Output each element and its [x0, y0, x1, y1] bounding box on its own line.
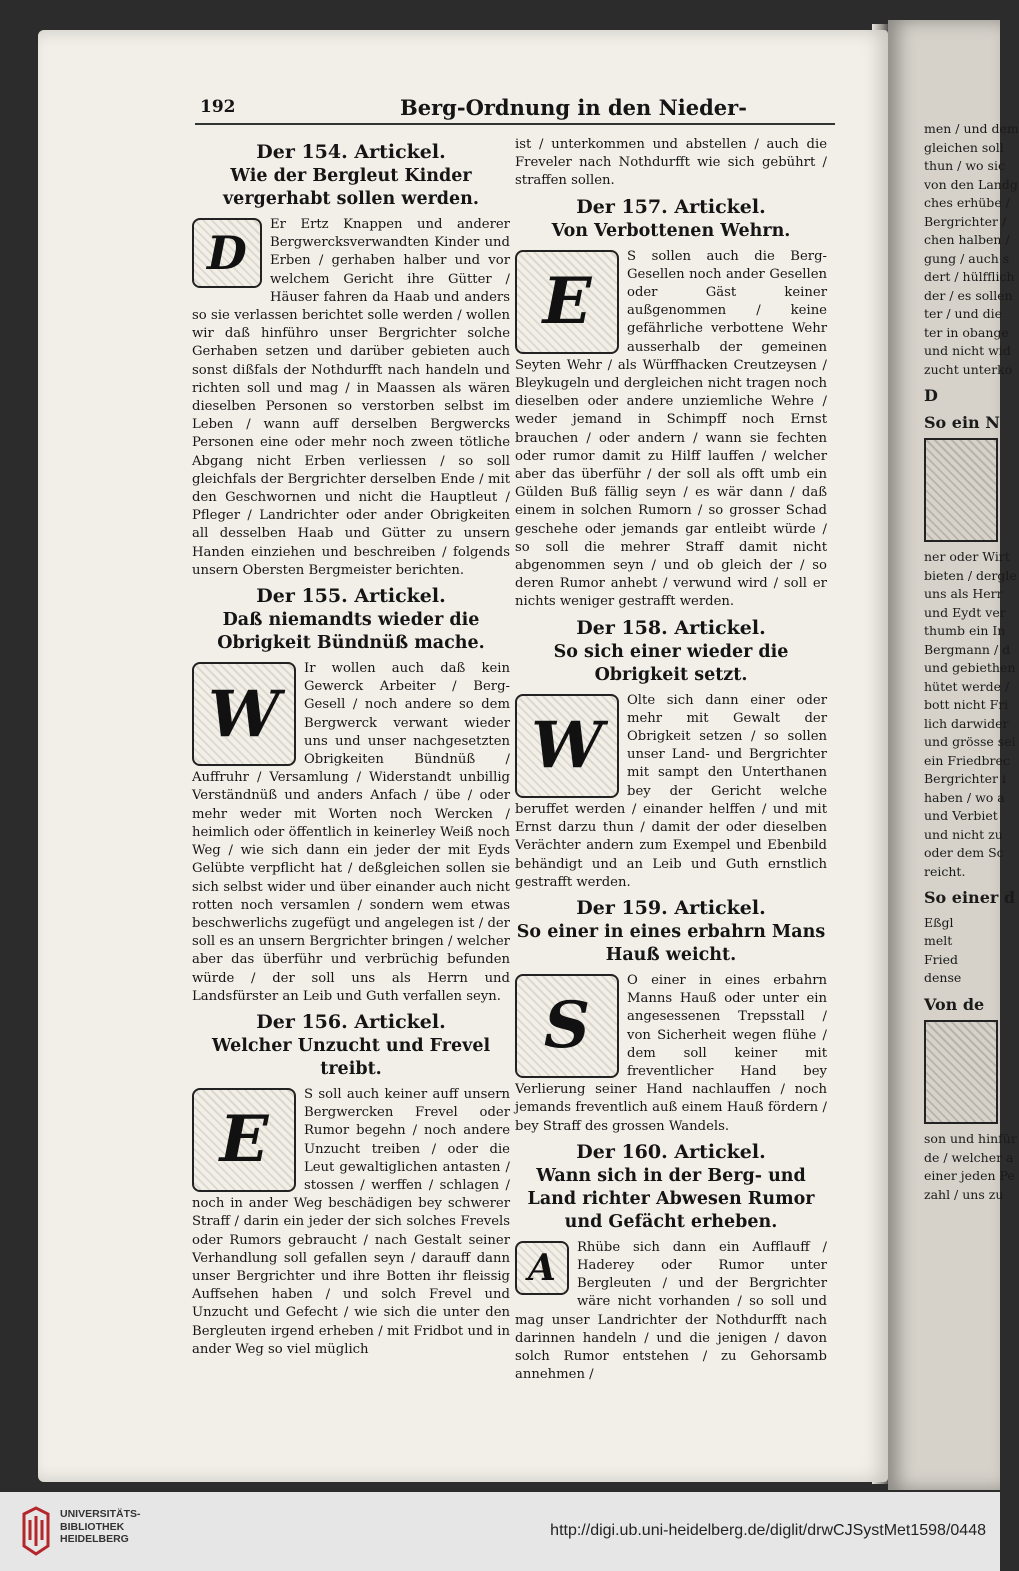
article-text: S sollen auch die Berg-Gesellen noch ander Gesellen oder Gäst keiner außgenommen / keine gefährliche verbottene Wehr ausserhalb der gemeinen Seyten Wehr / als Würffhacken Creutzeysen / Bleykugeln und dergleichen nicht tragen noch dieselben oder andere unziemliche Wehre / weder jemand in Schimpff noch Ernst brauchen / oder andern / wann sie fechten oder rumor damit zu Hilff lauffen / welcher aber das überführ / der soll als offt umb ein Gülden Buß fällig seyn / es wär dann / daß einem in solchen Rumorn / so grosser Schad geschehe oder jemands gar entleibt würde / so soll die mehrer Straff damit nicht abgenommen seyn / und ob gleich der / so deren Rumor anhebt / verwund wird / soll er nichts weniger gestrafft werden.	[515, 248, 827, 610]
next-page-line: ein Friedbrec	[924, 752, 1010, 768]
article-160	[515, 1141, 827, 1385]
next-page-line: ter / und die	[924, 306, 1003, 321]
next-page-line: und nicht wid	[924, 343, 1011, 358]
next-page-line: einer jeden Pe	[924, 1168, 1015, 1183]
ornamental-initial: E	[515, 250, 619, 354]
next-page-strip	[888, 20, 1019, 1490]
next-page-line: ner oder Wirt	[924, 549, 1010, 564]
article-heading: Der 157. Artickel.	[576, 195, 766, 218]
continuation-text: ist / unterkommen und abstellen / auch die Freveler nach Nothdurfft wie sich gebührt / straffen sollen.	[515, 137, 827, 189]
next-page-line: bieten / dergle	[924, 567, 1017, 583]
permalink-url[interactable]: http://digi.ub.uni-heidelberg.de/diglit/drwCJSystMet1598/0448	[550, 1522, 986, 1539]
next-page-line: zahl / uns zu	[924, 1186, 1004, 1202]
next-page-line: von den Landg	[924, 176, 1018, 192]
article-157	[515, 196, 827, 612]
library-name	[60, 1508, 141, 1546]
article-158	[515, 617, 827, 892]
article-text: S soll auch keiner auff unsern Bergwercken Frevel oder Rumor begehn / noch andere Unzucht treiben / oder die Leut gewaltiglichen antasten / stossen / werffen / schlagen / noch in ander Weg beschädigen bey schwerer Straff / darin ein jeder der sich solches Frevels oder Rumors gebraucht / nach Gestalt seiner Verhandlung soll gefallen seyn / darauff dann unser Bergrichter und ihre Botten ihr fleissig Auffsehen haben / und solch Frevel und Unzucht und Gefecht / wie sich die unter den Bergleuten irgend erheben / mit Fridbot und in ander Weg so viel müglich	[192, 1086, 510, 1357]
next-page-line: und Verbiet	[924, 808, 998, 823]
page-header	[200, 95, 747, 125]
article-title: Von Verbottenen Wehrn.	[551, 220, 791, 241]
header-rule	[195, 123, 835, 125]
ornamental-initial: D	[192, 218, 262, 288]
next-page-line: Bergrichter /	[924, 213, 1007, 229]
next-page-line: lich darwider	[924, 715, 1009, 731]
article-text: Rhübe sich dann ein Aufflauff / Haderey oder Rumor unter Bergleuten / und der Bergrichter wäre nicht vorhanden / so soll und mag unser Landrichter der Nothdurfft nach darinnen handeln / und die jenigen / davon solch Rumor entstehen / zu Gehorsamb annehmen /	[515, 1239, 827, 1383]
next-page-line: und grösse sei	[924, 734, 1016, 749]
article-title: Daß niemandts wieder die Obrigkeit Bündnüß mache.	[217, 610, 485, 654]
article-heading: Der 156. Artickel.	[256, 1010, 446, 1033]
next-page-line: Fried	[924, 951, 959, 967]
viewer-footer	[0, 1492, 1000, 1571]
ornamental-initial: S	[515, 974, 619, 1078]
ornamental-initial: A	[515, 1241, 569, 1295]
next-page-line: der / es sollen	[924, 287, 1013, 303]
article-text: O einer in eines erbahrn Manns Hauß oder unter ein angesessenen Trepsstall / von Sicherheit wegen flühe / dem soll keiner mit freventlicher Hand bey Verlierung seiner Hand nachlauffen / noch jemands freventlich auß einem Hauß fördern / bey Straff des grossen Wandels.	[515, 972, 827, 1134]
running-title: Berg-Ordnung in den Nieder-	[400, 95, 747, 120]
library-name-line: UNIVERSITÄTS-	[60, 1508, 141, 1520]
next-page-line: und Eydt ver	[924, 604, 1006, 620]
right-column	[515, 136, 827, 1384]
ornamental-initial: W	[515, 694, 619, 798]
library-name-line: BIBLIOTHEK	[60, 1520, 125, 1533]
next-page-line: und gebiethen	[924, 660, 1016, 675]
page-number: 192	[200, 97, 236, 117]
article-154	[192, 141, 510, 580]
next-page-line: dert / hülfflich	[924, 269, 1015, 284]
article-text: Ir wollen auch daß kein Gewerck Arbeiter / Berg-Gesell / noch andere so dem Bergwerck verwant wieder uns und unser nachgesetzten Obrigkeiten Bündnüß / Auffruhr / Versamlung / Widerstandt unbillig Verständnüß und anders Anfach / übe / oder mehr weder mit Worten noch Wercken / heimlich oder öffentlich in keinerley Weiß noch Weg / wie sich dann ein jeder der mit Eyds Gelübte verpflicht hat / deßgleichen sollen sie sich selbst wider und über einander auch nicht rotten noch versamlen / sondern wem etwas beschwerlichs zugefügt und angelegen ist / der soll es an unsern Bergrichter bringen / welcher aber das überführ und verbrüchig befunden würde / der soll uns als Herrn und Landsfürster an Leib und Guth verfallen seyn.	[192, 661, 510, 1004]
article-title: Welcher Unzucht und Frevel treibt.	[211, 1035, 491, 1079]
left-column	[192, 136, 510, 1359]
next-page-line: gleichen soll	[924, 139, 1004, 155]
next-page-line: oder dem Sc	[924, 845, 1004, 860]
next-page-line: hütet werde /	[924, 678, 1010, 694]
next-page-line: ches erhübe /	[924, 195, 1010, 210]
next-page-line: Bergrichter i	[924, 771, 1006, 786]
article-heading: Der 160. Artickel.	[576, 1140, 766, 1163]
article-159	[515, 897, 827, 1136]
ornamental-initial	[924, 438, 998, 542]
next-page-line: melt	[924, 933, 953, 948]
library-logo-icon	[20, 1506, 52, 1556]
next-page-line: reicht.	[924, 863, 966, 879]
article-heading: Der 158. Artickel.	[576, 616, 766, 639]
next-page-line: chen halben /	[924, 232, 1010, 247]
article-text: Er Ertz Knappen und anderer Bergwercksverwandten Kinder und Erben / gerhaben halber und vor welchem Gericht ihre Gütter / Häuser fahren da Haab und anders so sie verlassen berichtet solle werden / wollen wir daß hinführo unser Bergrichter solche Gerhaben setzen und darüber gebieten auch sonst dißfals der Nothdurfft nach handeln und richten soll und mag / in Maassen als wären dieselben Personen so verstorben selbst im Leben / wann auff derselben Bergwercks Personen eine oder mehr noch zween tötliche Abgang nicht Erben verliessen / so soll gleichfals der Bergrichter derselben Ende / mit den Geschwornen und nicht die Hauptleut / Pfleger / Landrichter oder ander Obrigkeiten all desselben Haab und Gütter zu unsern Handen einziehen und beschreiben / folgends unsern Obersten Bergmeister berichten.	[192, 217, 510, 578]
article-heading: Der 159. Artickel.	[576, 896, 766, 919]
next-page-text	[924, 120, 1019, 1204]
ornamental-initial: W	[192, 662, 296, 766]
next-page-line: dense	[924, 970, 962, 985]
next-page-line: Eßgl	[924, 914, 954, 930]
next-page-heading: Von de	[924, 994, 985, 1014]
article-text: Olte sich dann einer oder mehr mit Gewalt der Obrigkeit setzen / so sollen unser Land- und Bergrichter mit sampt den Unterthanen bey der Gericht welche beruffet werden / einander helffen / und mit Ernst darzu thun / damit der oder dieselben Verächter andern zum Exempel und Ebenbild behändigt und an Leib und Guth ernstlich gestrafft werden.	[515, 692, 827, 890]
next-page-line: de / welcher a	[924, 1149, 1014, 1165]
next-page-line: thun / wo sic	[924, 158, 1005, 173]
next-page-heading: D	[924, 386, 938, 405]
next-page-heading: So ein N	[924, 412, 1000, 432]
ornamental-initial	[924, 1020, 998, 1124]
article-title: Wie der Bergleut Kinder vergerhabt sollen werden.	[223, 166, 479, 209]
article-heading: Der 154. Artickel.	[256, 141, 446, 163]
next-page-line: ter in obange	[924, 324, 1009, 340]
article-heading: Der 155. Artickel.	[256, 585, 446, 608]
next-page-line: gung / auch s	[924, 250, 1010, 266]
next-page-line: Bergmann / d	[924, 641, 1011, 657]
next-page-line: zucht unterko	[924, 361, 1013, 377]
next-page-line: und nicht zu	[924, 826, 1003, 842]
article-156	[192, 1011, 510, 1359]
next-page-line: men / und dem	[924, 121, 1019, 136]
next-page-line: bott nicht Fri	[924, 697, 1009, 712]
article-title: So sich einer wieder die Obrigkeit setzt.	[553, 641, 789, 685]
article-155	[192, 585, 510, 1006]
library-name-line: HEIDELBERG	[60, 1533, 129, 1545]
article-title: So einer in eines erbahrn Mans Hauß weicht.	[516, 921, 826, 965]
next-page-line: uns als Herr	[924, 586, 1003, 601]
next-page-heading: So einer d	[924, 888, 1016, 907]
next-page-line: thumb ein In	[924, 623, 1006, 638]
next-page-line: haben / wo a	[924, 789, 1005, 805]
ornamental-initial: E	[192, 1088, 296, 1192]
article-title: Wann sich in der Berg- und Land richter Abwesen Rumor und Gefächt erheben.	[527, 1165, 815, 1232]
next-page-line: son und hinfür	[924, 1131, 1017, 1146]
